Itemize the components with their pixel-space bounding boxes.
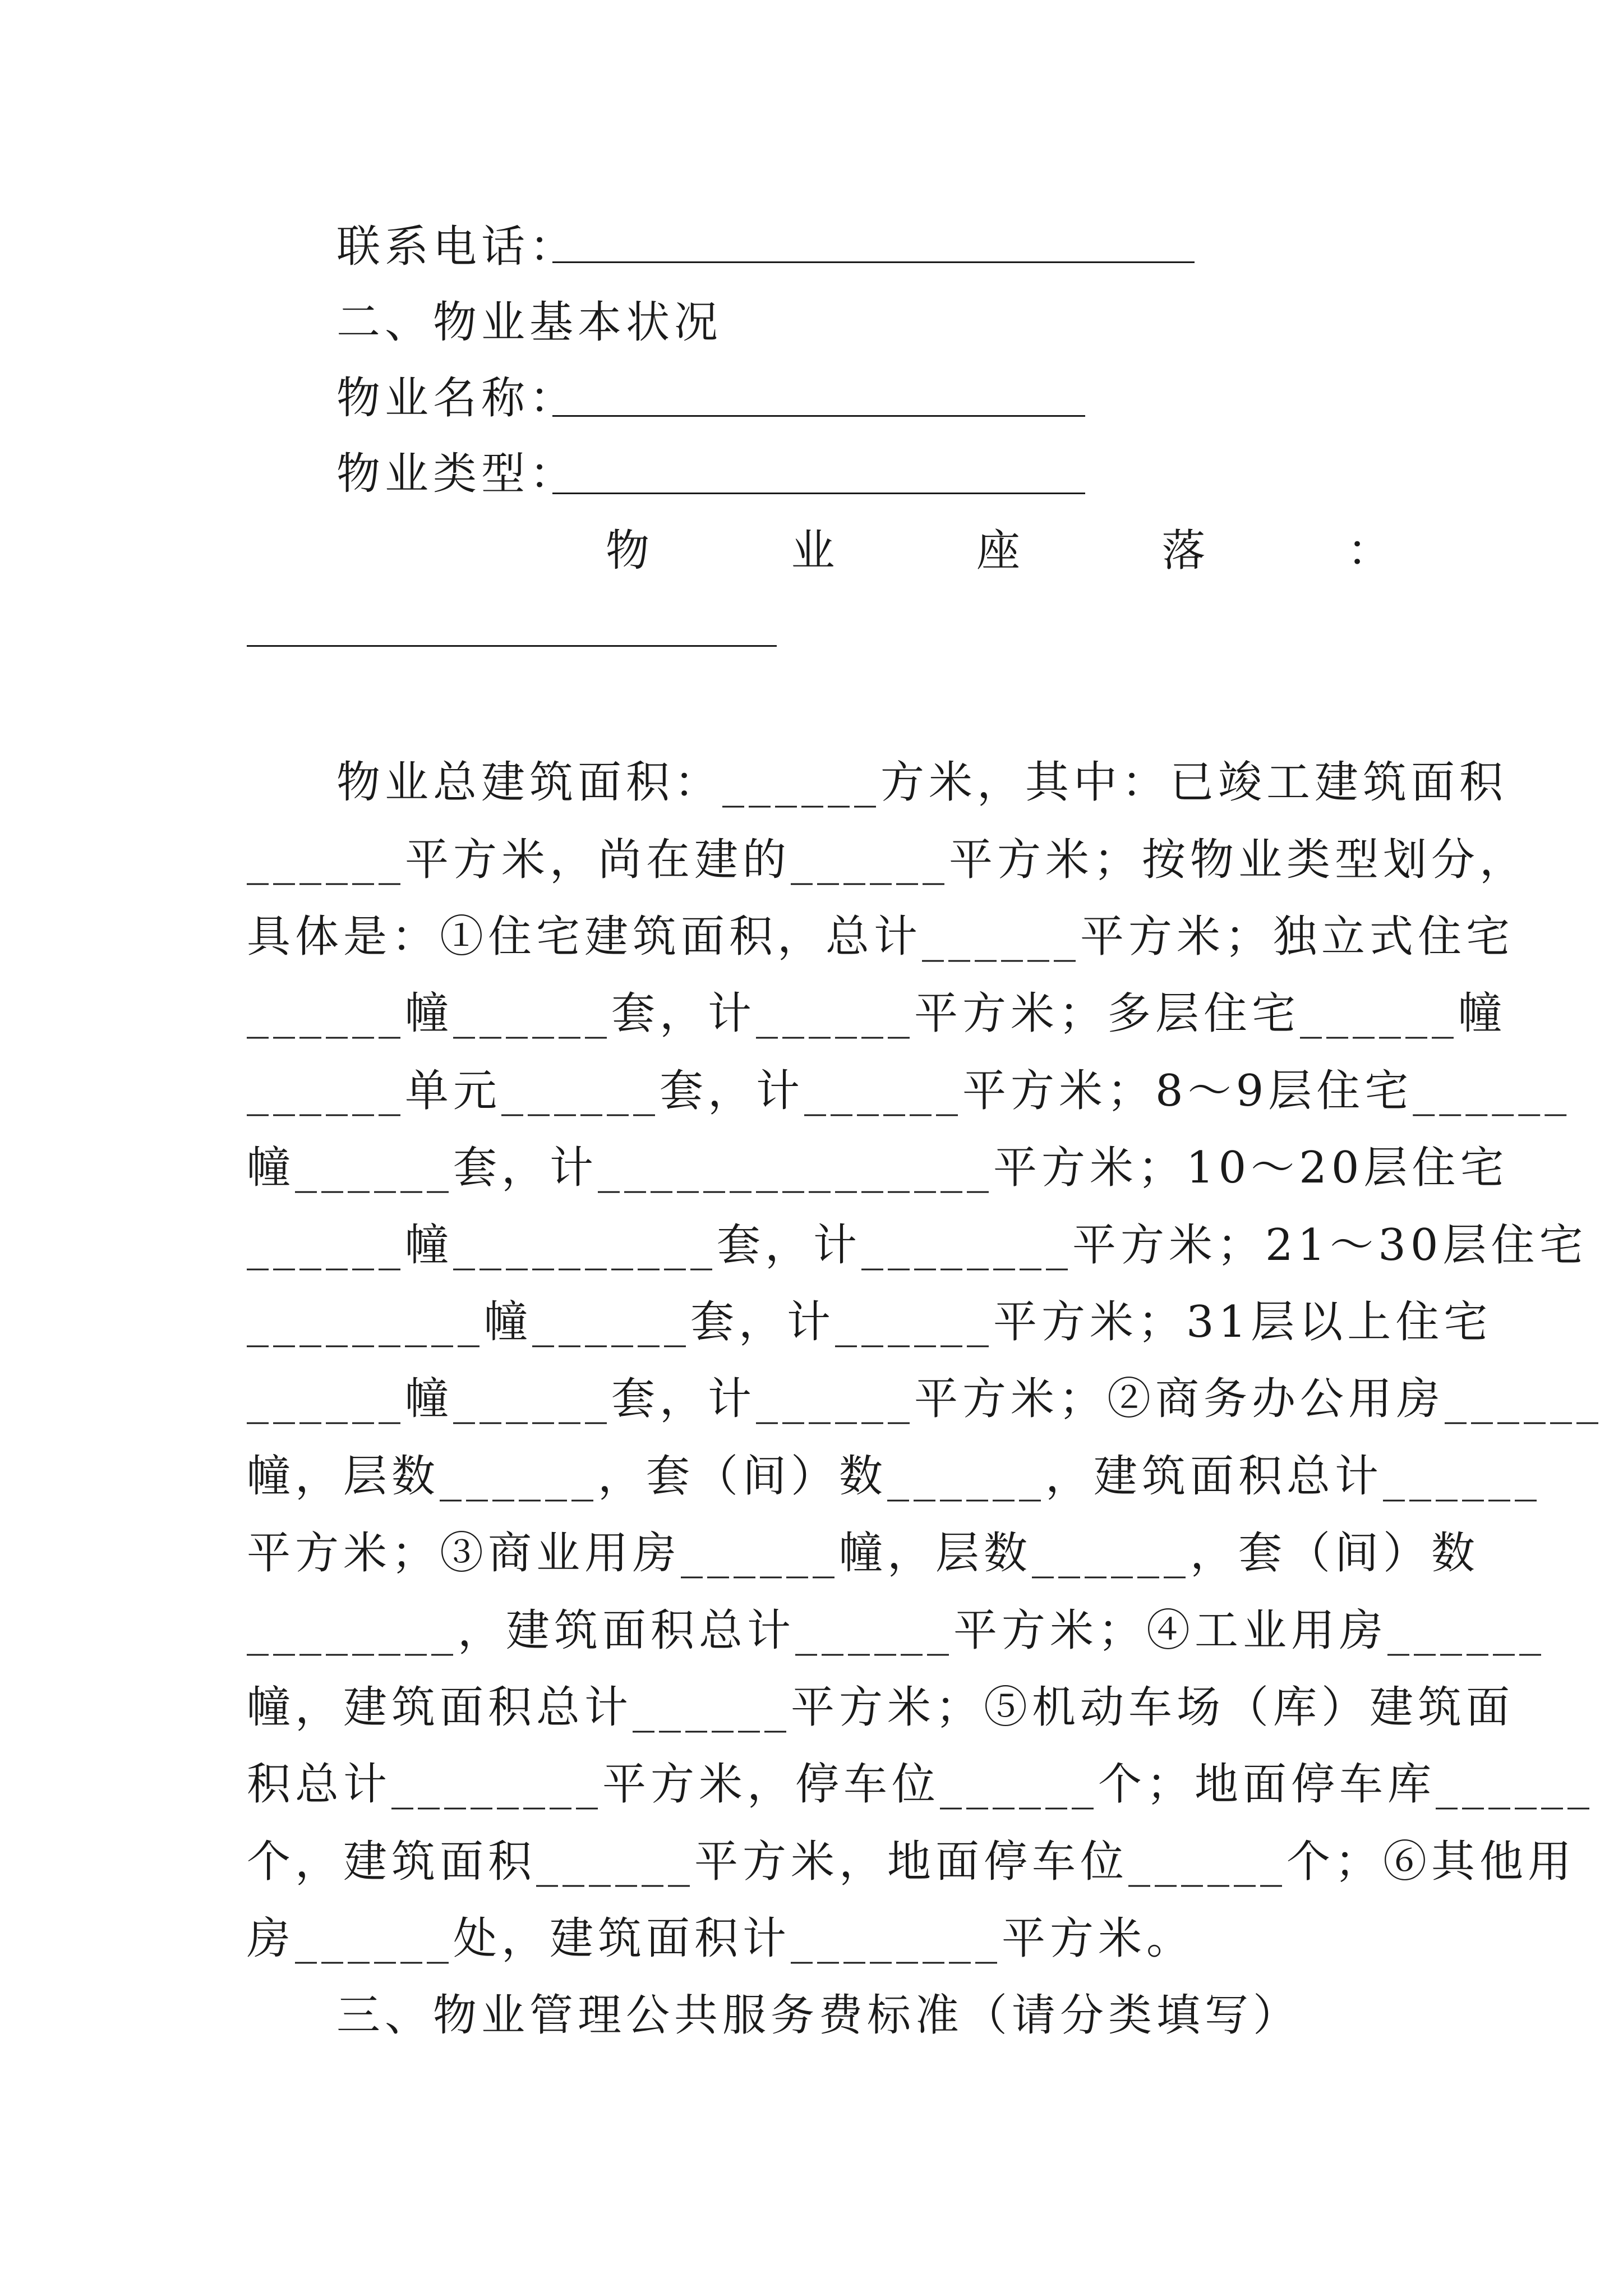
section-two-title: 二、物业基本状况 xyxy=(336,297,723,348)
section-three-title: 三、物业管理公共服务费标准（请分类填写） xyxy=(336,1990,1302,2041)
location-char: 业 xyxy=(791,526,835,576)
area-line: _________幢______套，计______平方米；31层以上住宅 xyxy=(247,1297,1492,1347)
area-line: ______平方米，尚在建的______平方米；按物业类型划分， xyxy=(247,835,1528,885)
area-line: 房______处，建筑面积计________平方米。 xyxy=(247,1913,1195,1964)
area-line: ______单元______套，计______平方米；8～9层住宅______ xyxy=(247,1066,1571,1116)
area-line: ______幢__________套，计________平方米；21～30层住宅 xyxy=(247,1220,1588,1271)
property-type-blank xyxy=(552,493,1085,494)
area-line: 平方米；③商业用房______幢，层数______，套（间）数 xyxy=(247,1528,1480,1579)
contact-phone-blank xyxy=(552,261,1195,263)
area-line: 积总计________平方米，停车位______个；地面停车库______ xyxy=(247,1759,1594,1810)
area-line: 幢，建筑面积总计______平方米；⑤机动车场（库）建筑面 xyxy=(247,1682,1515,1733)
property-type-label: 物业类型： xyxy=(336,449,578,499)
property-location-label xyxy=(606,523,1391,579)
location-char: ： xyxy=(1347,526,1391,576)
area-line: 具体是：①住宅建筑面积，总计______平方米；独立式住宅 xyxy=(247,912,1515,962)
property-name-label: 物业名称： xyxy=(336,373,578,424)
area-line: 幢，层数______，套（间）数______，建筑面积总计______ xyxy=(247,1451,1542,1502)
area-line: 个，建筑面积______平方米，地面停车位______个；⑥其他用 xyxy=(247,1837,1576,1887)
contact-phone-row xyxy=(336,219,1391,275)
location-char: 座 xyxy=(976,526,1020,576)
location-char: 落 xyxy=(1161,526,1206,576)
location-char: 物 xyxy=(606,526,650,576)
property-name-blank xyxy=(552,415,1085,417)
area-line: ______幢______套，计______平方米；②商务办公用房______ xyxy=(247,1374,1603,1424)
area-line: ________，建筑面积总计______平方米；④工业用房______ xyxy=(247,1605,1546,1656)
property-location-blank xyxy=(247,645,777,647)
area-line: 幢______套，计_______________平方米；10～20层住宅 xyxy=(247,1143,1509,1193)
area-line: ______幢______套，计______平方米；多层住宅______幢 xyxy=(247,988,1507,1039)
property-name-row xyxy=(336,370,1391,426)
contact-phone-label: 联系电话： xyxy=(336,222,578,272)
area-line: 物业总建筑面积：______方米，其中：已竣工建筑面积 xyxy=(336,757,1508,808)
